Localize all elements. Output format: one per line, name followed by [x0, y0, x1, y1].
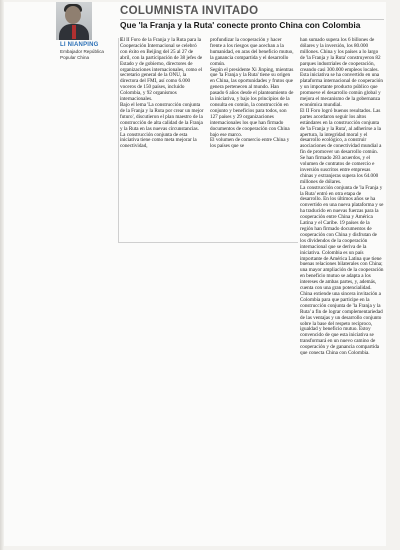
- author-name: LI NIANPING: [60, 42, 99, 48]
- column-box-left-rule: [118, 38, 119, 242]
- column-1-paragraph: Bajo el lema 'La construcción conjunta de la Franja y la Ruta por crear un mejor futuro', discutieron el plan maestro de la construcción de alta calidad de la Franja y la Ruta en las nuevas circunstancias. La construcción conjunta de esta iniciativa tiene como meta mejorar la conectividad,: [120, 101, 204, 150]
- column-2-paragraph: El volumen de comercio entre China y los países que se: [210, 137, 290, 150]
- photo-face: [65, 6, 81, 24]
- author-role-line1: Embajador República: [60, 49, 104, 54]
- column-box-bottom-rule: [118, 242, 298, 243]
- article-column-1: [120, 38, 204, 150]
- newspaper-page: [4, 2, 386, 546]
- article-column-2: [210, 38, 294, 150]
- article-header: [4, 2, 386, 36]
- article-column-3: [300, 38, 384, 357]
- column-3-paragraph: han sumado supera los 6 billones de dólares y la inversión, los 80.000 millones. China y los países a lo largo de 'la Franja y la Ruta' construyeron 82 parques industriales de cooperación, creando casi 300.000 empleos locales. Esta iniciativa se ha convertido en una plataforma internacional de cooperación y un importante producto público que promueve el desarrollo común global y mejora el mecanismo de la gobernanza económica mundial.: [300, 37, 383, 108]
- author-photo: [56, 2, 92, 40]
- article-headline: Que 'la Franja y la Ruta' conecte pronto China con Colombia: [120, 20, 361, 30]
- photo-tie: [72, 25, 76, 39]
- column-2-paragraph: profundizar la cooperación y hacer frente a los riesgos que acechan a la humanidad, en aras del beneficio mutuo, la ganancia compartida y el desarrollo común.: [210, 37, 294, 67]
- author-byline: [60, 42, 114, 61]
- section-label: COLUMNISTA INVITADO: [120, 5, 259, 17]
- column-3-paragraph: El II Foro logró buenos resultados. Las partes acordaron seguir los altos estándares en la construcción conjunta de 'la Franja y la Ruta', al adherirse a la apertura, la integridad moral y el desarrollo ecológico, a construir asociaciones de conectividad mundial a fin de promover un desarrollo común. Se han firmado 283 acuerdos, y el volumen de contratos de comercio e inversión suscritos entre empresas chinas y extranjeras supera los 64.000 millones de dólares.: [300, 107, 382, 185]
- column-3-paragraph: La construcción conjunta de 'la Franja y la Ruta' entró en otra etapa de desarrollo. En los últimos años se ha convertido en una nueva plataforma y se ha traducido en nuevas fuerzas para la cooperación entre China y América Latina y el Caribe. 19 países de la región han firmado documentos de cooperación con China y disfrutan de los dividendos de la cooperación internacional que se deriva de la iniciativa. Colombia es un país importante de América Latina que tiene buenas relaciones bilaterales con China; una mayor ampliación de la cooperación en beneficio mutuo se adapta a los intereses de ambas partes, y, además, cuenta con una gran potencialidad.: [300, 184, 384, 292]
- column-1-paragraph: El II Foro de la Franja y la Ruta para la Cooperación Internacional se celebró con éxito en Beijing del 25 al 27 de abril, con la participación de 38 jefes de Estado y de gobierno, directores de organizaciones internacionales, como el secretario general de la ONU, la directora del FMI, así como 6.000 voceros de 150 países, incluido Colombia, y 92 organismos internacionales.: [120, 37, 203, 103]
- author-role-line2: Popular China: [60, 55, 90, 61]
- column-3-paragraph: China extiende una sincera invitación a Colombia para que participe en la construcción conjunta de 'la Franja y la Ruta' a fin de lograr complementariedad de las ventajas y un desarrollo conjunto sobre la base del respeto recíproco, igualdad y beneficio mutuo. Estoy convencido de que esta iniciativa se transformará en un nuevo camino de cooperación y de ganancia compartida que conecta China con Colombia.: [300, 290, 383, 357]
- column-2-paragraph: Según el presidente Xi Jinping, mientras que 'la Franja y la Ruta' tiene su origen en China, las oportunidades y frutos que genera pertenecen al mundo. Han pasado 6 años desde el planteamiento de la iniciativa, y bajo los principios de la consulta en común, la construcción en conjunto y beneficios para todos, son 127 países y 29 organizaciones internacionales los que han firmado documentos de cooperación con China bajo ese marco.: [210, 66, 294, 138]
